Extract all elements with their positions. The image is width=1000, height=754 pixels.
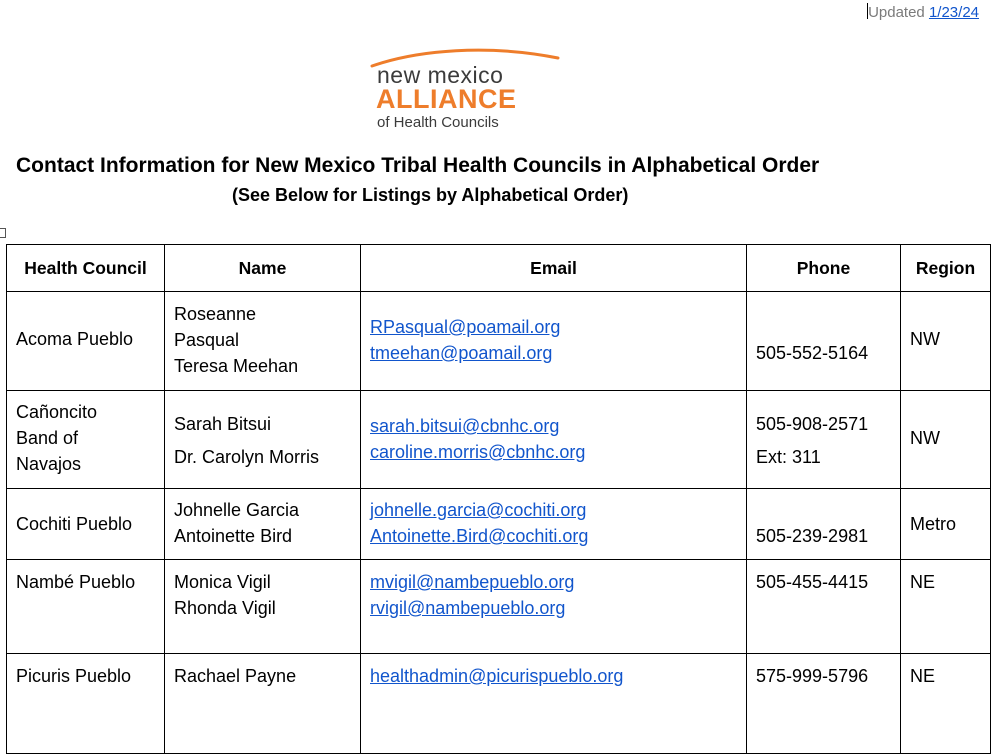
region-value: NE [910, 666, 936, 686]
cell-region [901, 489, 991, 560]
contact-table [6, 244, 991, 754]
phone-number: 505-455-4415 [756, 572, 869, 592]
email-link[interactable]: healthadmin@picurispueblo.org [370, 666, 624, 686]
region-value: NE [910, 572, 936, 592]
table-row [7, 560, 991, 654]
cell-region [901, 292, 991, 391]
phone-number: 505-908-2571 [756, 414, 869, 434]
council-name: Picuris Pueblo [16, 666, 132, 686]
cell-health-council [7, 489, 165, 560]
council-name: Cañoncito [16, 402, 98, 422]
logo-text-new-mexico: new mexico [377, 62, 504, 88]
column-header-email: Email [361, 245, 747, 292]
nm-alliance-logo [368, 44, 568, 134]
logo-text-alliance: ALLIANCE [376, 84, 517, 114]
contact-name: Antoinette Bird [174, 526, 293, 546]
table-row [7, 489, 991, 560]
email-link[interactable]: rvigil@nambepueblo.org [370, 598, 566, 618]
cell-phone [747, 391, 901, 489]
email-link[interactable]: johnelle.garcia@cochiti.org [370, 500, 587, 520]
phone-number: 505-239-2981 [756, 526, 869, 546]
column-header-region: Region [901, 245, 991, 292]
contact-name: Roseanne [174, 304, 257, 324]
cell-email [361, 292, 747, 391]
cell-name [165, 560, 361, 654]
region-value: NW [910, 329, 940, 349]
region-value: NW [910, 428, 940, 448]
table-header-row [7, 245, 991, 292]
updated-date-link[interactable]: 1/23/24 [928, 4, 979, 21]
council-name: Nambé Pueblo [16, 572, 136, 592]
cell-email [361, 391, 747, 489]
council-name: Navajos [16, 454, 82, 474]
contact-name: Pasqual [174, 330, 240, 350]
contact-name: Monica Vigil [174, 572, 271, 592]
cell-region [901, 560, 991, 654]
email-link[interactable]: sarah.bitsui@cbnhc.org [370, 416, 560, 436]
email-link[interactable]: tmeehan@poamail.org [370, 343, 553, 363]
cell-phone [747, 292, 901, 391]
council-name: Acoma Pueblo [16, 329, 134, 349]
email-link[interactable]: Antoinette.Bird@cochiti.org [370, 526, 589, 546]
email-link[interactable]: mvigil@nambepueblo.org [370, 572, 575, 592]
phone-number: 505-552-5164 [756, 343, 869, 363]
phone-extension: Ext: 311 [756, 447, 821, 467]
cell-name [165, 292, 361, 391]
contact-name: Teresa Meehan [174, 356, 299, 376]
council-name: Band of [16, 428, 79, 448]
cell-name [165, 391, 361, 489]
page-title: Contact Information for New Mexico Tribal Health Councils in Alphabetical Order [16, 154, 820, 177]
table-row [7, 292, 991, 391]
email-link[interactable]: RPasqual@poamail.org [370, 317, 561, 337]
cell-health-council [7, 292, 165, 391]
contact-name: Dr. Carolyn Morris [174, 447, 320, 467]
updated-date-note [867, 3, 979, 21]
contact-name: Sarah Bitsui [174, 414, 272, 434]
table-row [7, 391, 991, 489]
logo-text-health-councils: of Health Councils [377, 114, 499, 131]
column-header-name: Name [165, 245, 361, 292]
contact-name: Rachael Payne [174, 666, 297, 686]
email-link[interactable]: caroline.morris@cbnhc.org [370, 442, 586, 462]
cell-email [361, 560, 747, 654]
column-header-health-council: Health Council [7, 245, 165, 292]
cell-email [361, 489, 747, 560]
contact-name: Johnelle Garcia [174, 500, 300, 520]
cell-health-council [7, 391, 165, 489]
cell-health-council [7, 560, 165, 654]
phone-number: 575-999-5796 [756, 666, 869, 686]
contact-name: Rhonda Vigil [174, 598, 276, 618]
cell-phone [747, 489, 901, 560]
updated-label: Updated [868, 4, 929, 21]
cell-region [901, 391, 991, 489]
council-name: Cochiti Pueblo [16, 514, 133, 534]
region-value: Metro [910, 514, 957, 534]
cell-name [165, 489, 361, 560]
column-header-phone: Phone [747, 245, 901, 292]
cell-phone [747, 560, 901, 654]
page-subtitle: (See Below for Listings by Alphabetical Order) [232, 185, 629, 205]
table-anchor-handle[interactable] [0, 228, 6, 238]
